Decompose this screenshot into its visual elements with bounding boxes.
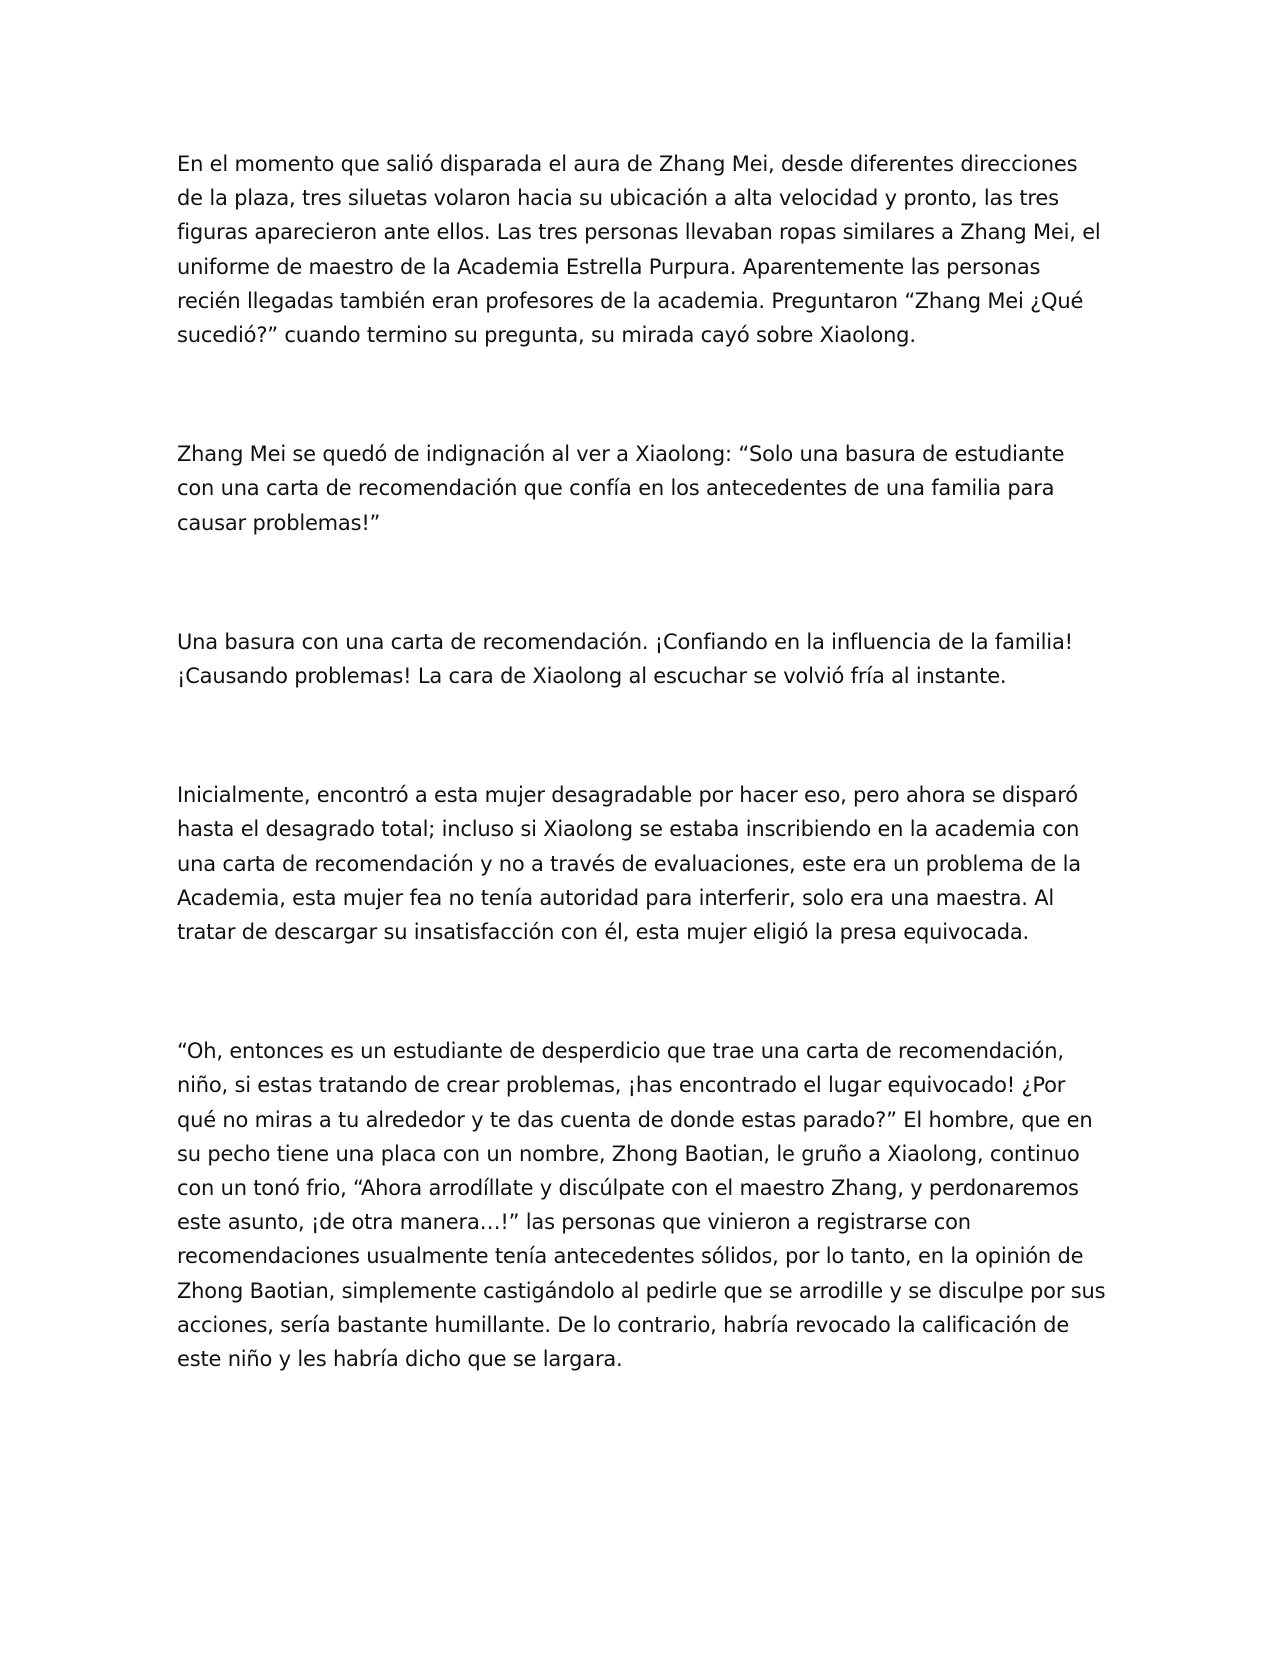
paragraph-1: En el momento que salió disparada el aura de Zhang Mei, desde diferentes direcciones de la plaza, tres siluetas volaron hacia su ubicación a alta velocidad y pronto, las tres figuras aparecieron ante ellos. Las tres personas llevaban ropas similares a Zhang Mei, el uniforme de maestro de la Academia Estrella Purpura. Aparentemente las personas recién llegadas también eran profesores de la academia. Preguntaron “Zhang Mei ¿Qué sucedió?” cuando termino su pregunta, su mirada cayó sobre Xiaolong. <box>177 152 1101 348</box>
paragraph-4: Inicialmente, encontró a esta mujer desagradable por hacer eso, pero ahora se disparó hasta el desagrado total; incluso si Xiaolong se estaba inscribiendo en la academia con una carta de recomendación y no a través de evaluaciones, este era un problema de la Academia, esta mujer fea no tenía autoridad para interferir, solo era una maestra. Al tratar de descargar su insatisfacción con él, esta mujer eligió la presa equivocada. <box>177 783 1081 945</box>
document-body <box>177 147 1107 1376</box>
paragraph-2: Zhang Mei se quedó de indignación al ver a Xiaolong: “Solo una basura de estudiante con una carta de recomendación que confía en los antecedentes de una familia para causar problemas!” <box>177 442 1065 535</box>
paragraph-5: “Oh, entonces es un estudiante de desperdicio que trae una carta de recomendación, niño, si estas tratando de crear problemas, ¡has encontrado el lugar equivocado! ¿Por qué no miras a tu alrededor y te das cuenta de donde estas parado?” El hombre, que en su pecho tiene una placa con un nombre, Zhong Baotian, le gruño a Xiaolong, continuo con un tonó frio, “Ahora arrodíllate y discúlpate con el maestro Zhang, y perdonaremos este asunto, ¡de otra manera…!” las personas que vinieron a registrarse con recomendaciones usualmente tenía antecedentes sólidos, por lo tanto, en la opinión de Zhong Baotian, simplemente castigándolo al pedirle que se arrodille y se disculpe por sus acciones, sería bastante humillante. De lo contrario, habría revocado la calificación de este niño y les habría dicho que se largara. <box>177 1039 1106 1372</box>
paragraph-3: Una basura con una carta de recomendación. ¡Confiando en la influencia de la familia! ¡Causando problemas! La cara de Xiaolong al escuchar se volvió fría al instante. <box>177 629 1073 689</box>
